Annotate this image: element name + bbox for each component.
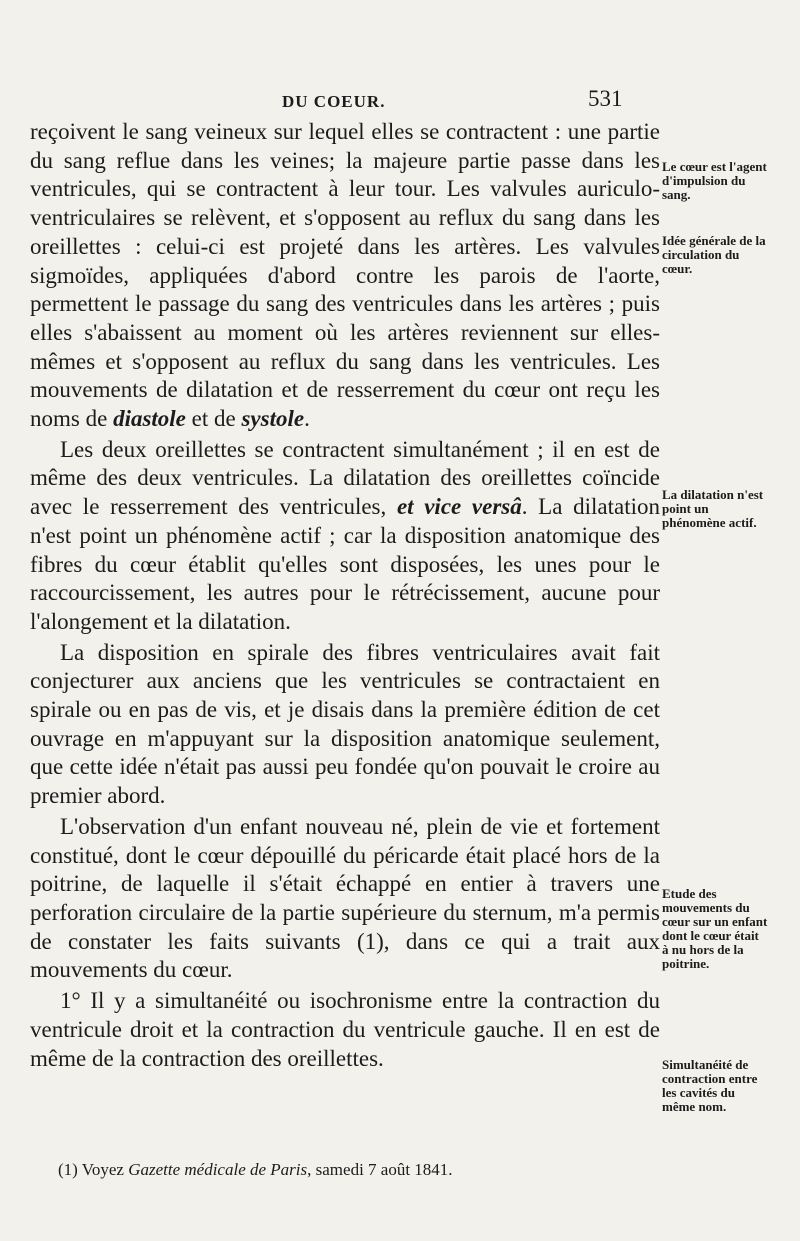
margin-note-simultaneite: Simultanéité de contraction entre les cavités du même nom. [662,1057,758,1114]
paragraph-dilatation [30,436,660,637]
footnote-suffix: , samedi 7 août 1841. [307,1160,453,1179]
term-vice-versa: et vice versâ [396,494,522,520]
footnote-prefix: (1) Voyez [58,1160,129,1179]
term-diastole: diastole [113,406,186,432]
paragraph-text: . [304,406,310,432]
page-header [0,86,800,116]
paragraph-observation: L'observation d'un enfant nouveau né, plein de vie et fortement constitué, dont le cœur dépouillé du péricarde était placé hors de la poitrine, de laquelle il s'était échappé en entier à travers une perforation circulaire de la partie supérieure du sternum, m'a permis de constater les faits suivants (1), dans ce qui a trait aux mouvements du cœur. [30,813,660,983]
paragraph-text: Les deux oreillettes se contractent simultanément ; il en est de même des deux ventricules. La dilatation des oreillettes coïncide avec le resserrement des ventricules, [30,436,660,520]
paragraph-text: . La dilatation n'est point un phénomène actif ; car la disposition anatomique des fibres du cœur établit qu'elles sont disposées, les unes pour le raccourcissement, les autres pour le rétrécissement, aucune pour l'alongement et la dilatation. [30,494,660,634]
paragraph-text: reçoivent le sang veineux sur lequel elles se contractent : une partie du sang reflue dans les veines; la majeure partie passe dans les ventricules, qui se contractent à leur tour. Les valvules auriculo-ventriculaires se relèvent, et s'opposent au reflux du sang dans les oreillettes : celui-ci est projeté dans les artères. Les valvules sigmoïdes, appliquées d'abord contre les parois de l'aorte, permettent le passage du sang des ventricules dans les artères ; puis elles s'abaissent au moment où les artères reviennent sur elles-mêmes et s'opposent au reflux du sang dans les ventricules. Les mouvements de dilatation et de resserrement du cœur ont reçu les noms de [30,119,660,432]
running-head: DU COEUR. [282,92,386,111]
term-systole: systole [241,406,305,432]
footnote-journal-title: Gazette médicale de Paris [128,1160,308,1179]
margin-note-circulation: Idée générale de la circulation du cœur. [662,233,766,276]
main-text [30,118,660,1073]
margin-note-impulsion: Le cœur est l'agent d'impulsion du sang. [662,159,767,202]
paragraph-spirale: La disposition en spirale des fibres ventriculaires avait fait conjecturer aux anciens que les ventricules se contractaient en spirale ou en pas de vis, et je disais dans la première édition de cet ouvrage en m'appuyant sur la disposition anatomique seulement, que cette idée n'était pas aussi peu fondée qu'on pouvait le croire au premier abord. [30,639,660,809]
footnote [58,1160,658,1180]
paragraph-text: et de [185,406,242,432]
paragraph-simultaneite: 1° Il y a simultanéité ou isochronisme entre la contraction du ventricule droit et la contraction du ventricule gauche. Il en est de même de la contraction des oreillettes. [30,988,660,1071]
page-number: 531 [588,86,623,111]
paragraph-circulation [30,118,660,434]
margin-note-dilatation: La dilatation n'est point un phénomène actif. [662,487,764,530]
margin-note-etude: Etude des mouvements du cœur sur un enfant dont le cœur était à nu hors de la poitrine. [662,886,768,971]
